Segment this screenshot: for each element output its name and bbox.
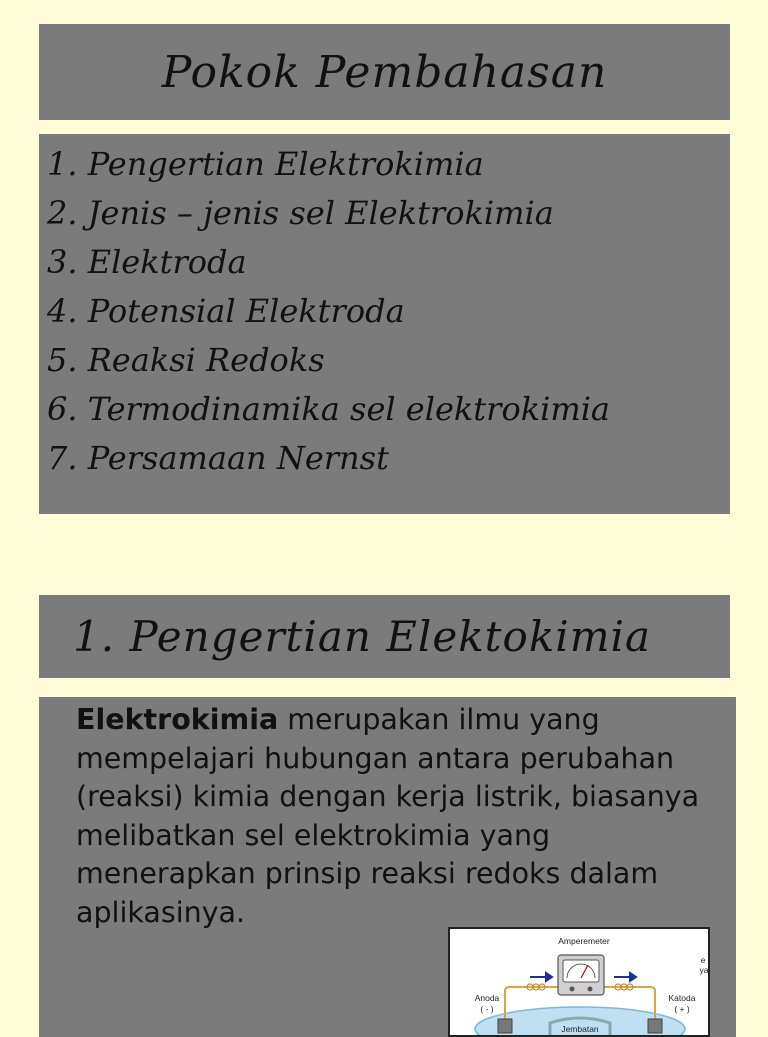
edge-label-1: e [700,955,706,965]
definition-text: merupakan ilmu yang mempelajari hubungan antara perubahan (reaksi) kimia dengan kerja listrik, biasanya melibatkan sel elektrokimia yang menerapkan prinsip reaksi redoks dalam aplikasinya. [76,703,700,929]
electron-arrow-right [614,973,636,981]
anode-label: Anoda [474,993,500,1003]
slide2-title: 1. Pengertian Elektokimia [73,612,652,661]
table-of-contents [39,134,730,514]
toc-item: 7. Persamaan Nernst [47,439,389,477]
toc-item: 3. Elektroda [47,243,247,281]
slide1-title-box [39,24,730,120]
toc-item: 5. Reaksi Redoks [47,341,325,379]
anode-electrode [498,1019,512,1033]
toc-item: 1. Pengertian Elektrokimia [47,145,484,183]
definition-paragraph [76,701,726,932]
salt-bridge-label: Jembatan [561,1024,599,1034]
cathode-label: Katoda [668,993,696,1003]
cathode-electrode [648,1019,662,1033]
slide2-title-box [39,595,730,678]
slide1-title: Pokok Pembahasan [161,46,608,98]
toc-item: 2. Jenis – jenis sel Elektrokimia [47,194,554,232]
edge-label-2: ya [699,965,709,975]
electron-arrow-left [530,973,552,981]
anode-sign: ( - ) [480,1004,494,1014]
electrochemical-cell-diagram [448,927,710,1037]
definition-term: Elektrokimia [76,703,279,736]
cathode-sign: ( + ) [674,1004,690,1014]
toc-item: 4. Potensial Elektroda [47,292,405,330]
toc-item: 6. Termodinamika sel elektrokimia [47,390,610,428]
amperemeter-label: Amperemeter [558,936,610,946]
